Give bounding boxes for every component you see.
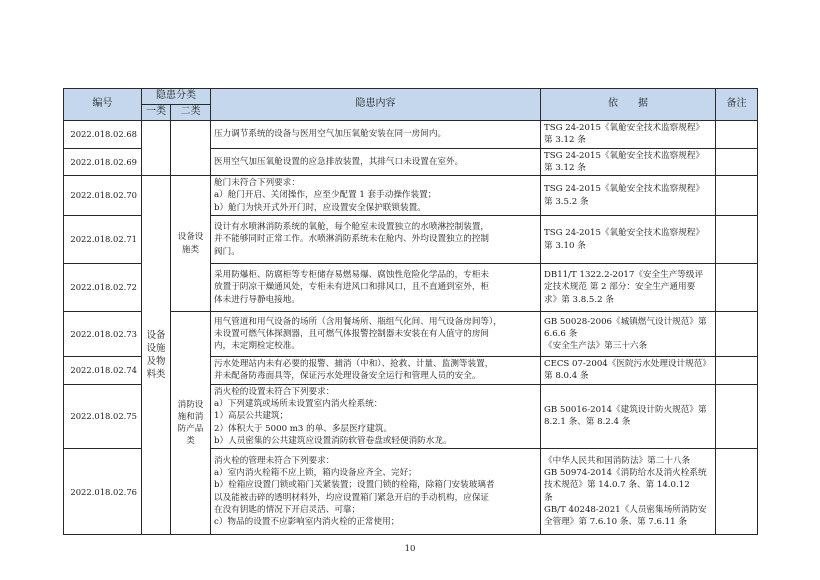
- hazard-id: 2022.018.02.75: [64, 384, 142, 448]
- hazard-content: [211, 384, 541, 448]
- hazard-basis: [541, 312, 716, 357]
- text-line: c）物品的设置不应影响室内消火栓的正常使用；: [214, 517, 400, 528]
- hazard-content: [211, 121, 541, 149]
- text-line: GB/T 40248-2021《人员密集场所消防安: [544, 504, 707, 515]
- text-line: 阀门。: [214, 246, 240, 257]
- header-category-level1: 一类: [142, 105, 171, 121]
- text-line: a）下列建筑或场所未设置室内消火栓系统：: [214, 398, 383, 409]
- text-line: a）室内消火栓箱不应上锁，箱内设备应齐全、完好；: [214, 468, 417, 479]
- header-remarks: 备注: [716, 89, 758, 121]
- text-line: 医用空气加压氧舱设置的应急排放装置，其排气口未设置在室外。: [214, 156, 464, 167]
- hazard-basis: [541, 121, 716, 149]
- hazard-id: 2022.018.02.72: [64, 264, 142, 312]
- text-line: GB 50016-2014《建筑设计防火规范》第: [544, 405, 707, 416]
- text-line: 压力调节系统的设备与医用空气加压氧舱安装在同一房间内。: [214, 129, 447, 140]
- text-line: CECS 07-2004《医院污水处理设计规范》: [544, 359, 711, 370]
- text-line: GB 50028-2006《城镇燃气设计规范》第: [544, 316, 707, 327]
- table-row: [64, 176, 758, 216]
- text-line: 第 3.10 条: [544, 240, 586, 251]
- text-line: 条: [544, 492, 553, 503]
- hazard-content: [211, 357, 541, 385]
- text-line: 6.6.6 条: [544, 328, 578, 339]
- hazard-id: 2022.018.02.68: [64, 121, 142, 149]
- text-line: 第 8.0.4 条: [544, 371, 589, 382]
- hazard-remarks: [716, 384, 758, 448]
- text-line: 污水处理站内未有必要的报警、捕消（中和）、抢救、计量、监测等装置，: [214, 359, 494, 370]
- text-line: 以及能被击碎的透明材料外，均应设置箱门紧急开启的手动机构，应保证: [214, 492, 490, 503]
- category-level1: [142, 176, 171, 535]
- text-line: 并不能够同时正常工作。水喷淋消防系统未在舱内、外均设置独立的控制: [214, 234, 490, 245]
- header-id: 编号: [64, 89, 142, 121]
- text-line: 并未配备防毒面具等，保证污水处理设备安全运行和管理人员的安全。: [214, 371, 481, 382]
- text-line: TSG 24-2015《氧舱安全技术监察规程》: [544, 228, 705, 239]
- hazard-basis: [541, 384, 716, 448]
- hazard-basis: [541, 449, 716, 535]
- table-row: [64, 121, 758, 149]
- header-content: 隐患内容: [211, 89, 541, 121]
- text-line: 技术规范》第 14.0.7 条、第 14.0.12: [544, 480, 690, 491]
- text-line: TSG 24-2015《氧舱安全技术监察规程》: [544, 123, 705, 133]
- hazard-remarks: [716, 148, 758, 176]
- text-line: TSG 24-2015《氧舱安全技术监察规程》: [544, 150, 705, 161]
- text-line: 求》第 3.8.5.2 条: [544, 294, 614, 305]
- text-line: 全管理》第 7.6.10 条、第 7.6.11 条: [544, 517, 687, 528]
- text-line: 第 3.12 条: [544, 135, 586, 146]
- text-line: TSG 24-2015《氧舱安全技术监察规程》: [544, 184, 705, 195]
- text-line: 定技术规范 第 2 部分：安全生产通用要: [544, 282, 696, 293]
- text-line: GB 50974-2014《消防给水及消火栓系统: [544, 468, 707, 479]
- hazard-remarks: [716, 449, 758, 535]
- text-line: 用气管道和用气设备的场所（含用餐场所、瓶组气化间、用气设备房间等），: [214, 316, 502, 327]
- hazard-id: 2022.018.02.74: [64, 357, 142, 385]
- text-line: 消火栓的设置未符合下列要求：: [214, 386, 335, 397]
- text-line: b）人员密集的公共建筑应设置消防软管卷盘或轻便消防水龙。: [214, 435, 452, 446]
- text-line: 在没有钥匙的情况下开启灵活、可靠；: [214, 504, 361, 515]
- text-line: DB11/T 1322.2-2017《安全生产等级评: [544, 270, 704, 281]
- hazard-content: [211, 264, 541, 312]
- text-line: 8.2.1 条、第 8.2.4 条: [544, 417, 631, 428]
- hazard-basis: [541, 216, 716, 264]
- text-line: 2）体积大于 5000 m3 的单、多层医疗建筑。: [214, 423, 393, 434]
- hazard-content: [211, 176, 541, 216]
- text-line: 第 3.5.2 条: [544, 196, 589, 207]
- text-line: 《中华人民共和国消防法》第二十八条: [544, 455, 691, 466]
- category-level1-label: 设备设施及物料类: [146, 330, 166, 381]
- header-category-level2: 二类: [171, 105, 211, 121]
- hazard-remarks: [716, 357, 758, 385]
- text-line: 舱门未符合下列要求：: [214, 178, 300, 189]
- text-line: 消火栓的管理未符合下列要求：: [214, 455, 335, 466]
- hazard-id: 2022.018.02.76: [64, 449, 142, 535]
- header-basis: 依 据: [541, 89, 716, 121]
- hazard-id: 2022.018.02.73: [64, 312, 142, 357]
- hazard-basis: [541, 264, 716, 312]
- hazard-remarks: [716, 312, 758, 357]
- text-line: a）舱门开启、关闭操作，应至少配置 1 套手动操作装置；: [214, 190, 437, 201]
- hazard-remarks: [716, 176, 758, 216]
- text-line: 采用防爆柜、防腐柜等专柜储存易燃易爆、腐蚀性危险化学品的，专柜未: [214, 270, 490, 281]
- hazard-id: 2022.018.02.69: [64, 148, 142, 176]
- category-fire: 消防设施和消防产品类: [171, 312, 211, 535]
- hazard-content: [211, 216, 541, 264]
- text-line: 设计有水喷淋消防系统的氧舱，每个舱室未设置独立的水喷淋控制装置，: [214, 222, 490, 233]
- text-line: 内，未定期检定校准。: [214, 341, 300, 352]
- hazard-id: 2022.018.02.70: [64, 176, 142, 216]
- hazard-content: [211, 148, 541, 176]
- text-line: 体未进行导静电接地。: [214, 294, 300, 305]
- text-line: b）舱门为快开式外开门时，应设置安全保护联锁装置。: [214, 202, 426, 213]
- text-line: b）栓箱应设置门锁或箱门关紧装置；设置门锁的栓箱，除箱门安装玻璃者: [214, 480, 495, 491]
- hazard-remarks: [716, 216, 758, 264]
- table-body: [64, 121, 758, 535]
- page-number: 10: [404, 544, 416, 554]
- hazard-basis: [541, 148, 716, 176]
- header-category: 隐患分类: [142, 89, 211, 105]
- hazard-basis: [541, 176, 716, 216]
- text-line: 第 3.12 条: [544, 162, 586, 173]
- hazard-content: [211, 312, 541, 357]
- hazard-remarks: [716, 264, 758, 312]
- text-line: 未设置可燃气体探测器，且可燃气体报警控制器未安装在有人值守的房间: [214, 328, 490, 339]
- hazard-table: [63, 88, 758, 535]
- hazard-id: 2022.018.02.71: [64, 216, 142, 264]
- text-line: 放置于阴凉干燥通风处，专柜未有进风口和排风口，且不直通到室外，柜: [214, 282, 490, 293]
- hazard-basis: [541, 357, 716, 385]
- text-line: 1）高层公共建筑；: [214, 411, 289, 422]
- text-line: 《安全生产法》第三十六条: [544, 341, 648, 352]
- hazard-content: [211, 449, 541, 535]
- hazard-remarks: [716, 121, 758, 149]
- category-equipment: 设备设施类: [171, 176, 211, 312]
